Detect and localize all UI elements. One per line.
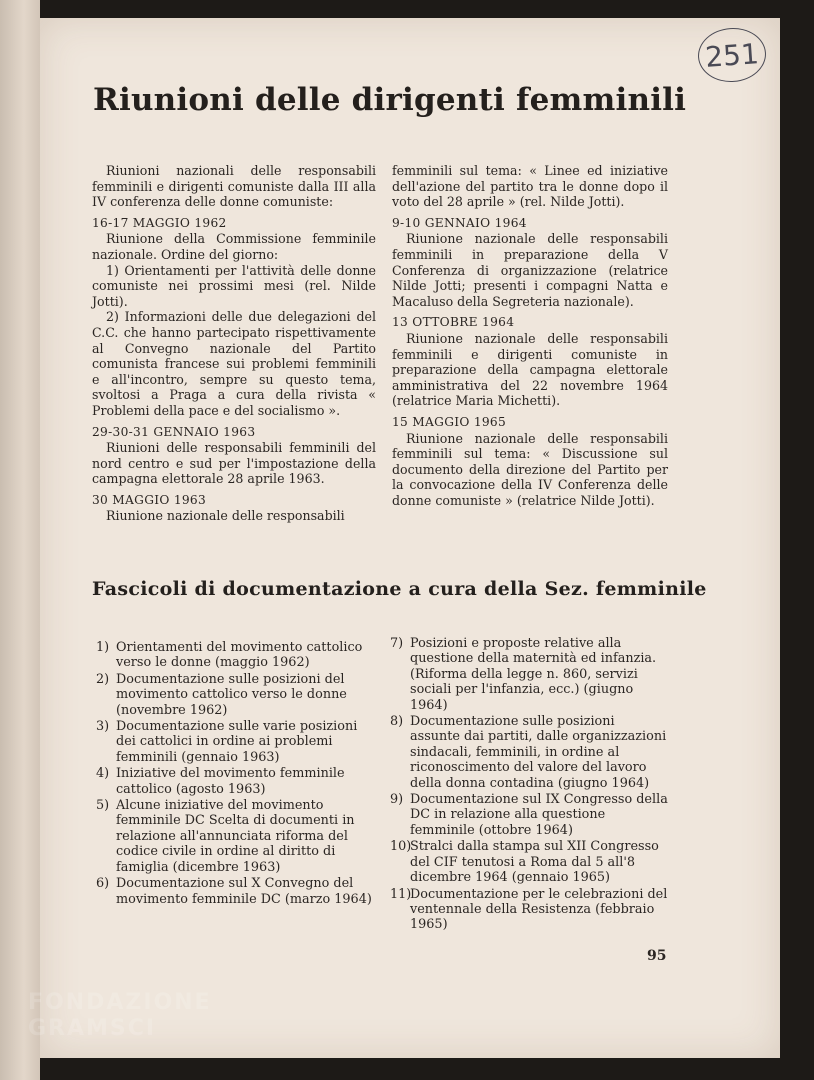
meetings-column-right (392, 163, 668, 508)
list-item (96, 766, 376, 797)
intro-paragraph: Riunioni nazionali delle responsabili femminili e dirigenti comuniste dalla III alla IV conferenza delle donne comuniste: (92, 163, 376, 210)
list-item-text: Iniziative del movimento femminile cattolico (agosto 1963) (116, 766, 345, 797)
watermark-line: GRAMSCI (28, 1016, 157, 1041)
meeting-date: 9-10 GENNAIO 1964 (392, 215, 527, 230)
list-item-text: Documentazione sulle posizioni del movimento cattolico verso le donne (novembre 1962) (116, 671, 347, 718)
list-item-number: 3) (96, 719, 110, 735)
meeting-date: 13 OTTOBRE 1964 (392, 315, 515, 330)
archive-watermark (28, 990, 212, 1042)
meeting-date: 30 MAGGIO 1963 (92, 492, 207, 507)
list-item-text: Documentazione sul X Convegno del movimento femminile DC (marzo 1964) (116, 876, 372, 907)
list-item (96, 719, 376, 765)
meeting-text: 2) Informazioni delle due delegazioni del C.C. che hanno partecipato rispettivamente al Convegno nazionale del Partito comunista francese sui problemi femminili e all'incontro, sempre su questo tema, svoltosi a Praga a cura della rivista « Problemi della pace e del socialismo ». (92, 309, 376, 418)
list-item (390, 792, 668, 838)
list-item-text: Documentazione sulle varie posizioni dei cattolici in ordine ai problemi femminili (gennaio 1963) (116, 719, 358, 765)
list-item-text: Stralci dalla stampa sul XII Congresso del CIF tenutosi a Roma dal 5 all'8 dicembre 1964 (gennaio 1965) (410, 839, 659, 886)
page-number: 95 (647, 948, 667, 964)
list-item-text: Orientamenti del movimento cattolico verso le donne (maggio 1962) (116, 640, 363, 671)
meeting-text: Riunione nazionale delle responsabili femminili e dirigenti comuniste in preparazione della campagna elettorale amministrativa del 22 novembre 1964 (relatrice Maria Michetti). (392, 330, 668, 409)
list-item-text: Alcune iniziative del movimento femminile DC Scelta di documenti in relazione all'annunciata riforma del codice civile in ordine al diritto di famiglia (dicembre 1963) (116, 798, 355, 875)
meetings-column-left (92, 163, 376, 524)
list-item-number: 2) (96, 671, 110, 687)
meeting-date: 16-17 MAGGIO 1962 (92, 215, 227, 230)
list-item-number: 8) (390, 714, 404, 730)
list-item-number: 10) (390, 839, 412, 855)
meeting-text: Riunioni delle responsabili femminili del nord centro e sud per l'impostazione della campagna elettorale 28 aprile 1963. (92, 440, 376, 487)
watermark-line: FONDAZIONE (28, 990, 212, 1015)
documents-list-right (390, 636, 668, 934)
list-item-text: Posizioni e proposte relative alla questione della maternità ed infanzia. (Riforma della legge n. 860, servizi sociali per l'infanzia, ecc.) (giugno 1964) (410, 636, 657, 713)
meeting-text: Riunione della Commissione femminile nazionale. Ordine del giorno: (92, 231, 376, 262)
list-item (96, 640, 376, 671)
page-title: Riunioni delle dirigenti femminili (93, 82, 687, 118)
list-item-number: 7) (390, 636, 404, 651)
list-item (96, 798, 376, 875)
list-item-text: Documentazione sulle posizioni assunte dai partiti, dalle organizzazioni sindacali, femminili, in ordine al riconoscimento del valore del lavoro della donna contadina (giugno 1964) (410, 714, 667, 791)
list-item-text: Documentazione sul IX Congresso della DC in relazione alla questione femminile (ottobre 1964) (410, 792, 668, 838)
list-item-number: 1) (96, 640, 110, 655)
list-item-number: 5) (96, 798, 110, 814)
meeting-text: Riunione nazionale delle responsabili femminili sul tema: « Discussione sul documento della direzione del Partito per la convocazione della IV Conferenza delle donne comuniste » (relatrice Nilde Jotti). (392, 430, 668, 508)
binding-edge (0, 0, 40, 1080)
list-item (96, 672, 376, 718)
list-item (96, 876, 376, 907)
list-item-text: Documentazione per le celebrazioni del ventennale della Resistenza (febbraio 1965) (410, 886, 668, 933)
meeting-text-continued: femminili sul tema: « Linee ed iniziative dell'azione del partito tra le donne dopo il voto del 28 aprile » (rel. Nilde Jotti). (392, 163, 668, 210)
list-item (390, 636, 668, 713)
list-item (390, 839, 668, 885)
list-item-number: 9) (390, 792, 404, 808)
meeting-text: Riunione nazionale delle responsabili femminili in preparazione della V Conferenza di organizzazione (relatrice Nilde Jotti; presenti i compagni Natta e Macaluso della Segreteria nazionale). (392, 231, 668, 309)
documents-list-left (96, 640, 376, 908)
handwritten-page-annotation: 251 (696, 26, 768, 85)
meeting-text: Riunione nazionale delle responsabili (106, 508, 345, 524)
meeting-date: 29-30-31 GENNAIO 1963 (92, 424, 256, 439)
meeting-text: 1) Orientamenti per l'attività delle donne comuniste nei prossimi mesi (rel. Nilde Jotti). (92, 262, 376, 309)
meeting-date: 15 MAGGIO 1965 (392, 414, 507, 429)
list-item-number: 4) (96, 766, 110, 782)
list-item-number: 11) (390, 886, 412, 902)
list-item-number: 6) (96, 876, 110, 892)
section-subtitle: Fascicoli di documentazione a cura della Sez. femminile (92, 578, 707, 600)
list-item (390, 887, 668, 933)
list-item (390, 714, 668, 791)
